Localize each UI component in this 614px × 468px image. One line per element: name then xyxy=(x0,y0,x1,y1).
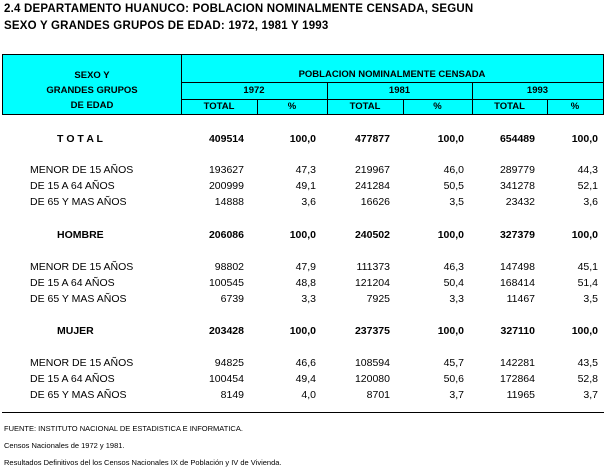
header-percent: % xyxy=(570,101,580,112)
cell-total: 11467 xyxy=(506,293,535,305)
cell-total: 16626 xyxy=(360,196,390,208)
cell-total: 23432 xyxy=(505,196,535,208)
cell-percent: 52,1 xyxy=(577,180,598,192)
cell-total: 200999 xyxy=(208,180,244,192)
header-year-1972: 1972 xyxy=(243,85,265,96)
table-row xyxy=(0,180,614,194)
cell-percent: 50,5 xyxy=(443,180,464,192)
row-label: MUJER xyxy=(57,325,94,337)
cell-percent: 50,6 xyxy=(443,373,464,385)
cell-total: 100454 xyxy=(208,373,244,385)
cell-percent: 46,6 xyxy=(295,357,316,369)
header-year-1981: 1981 xyxy=(388,85,411,96)
cell-percent: 100,0 xyxy=(571,229,598,241)
table-row xyxy=(0,389,614,403)
header-total: TOTAL xyxy=(349,101,381,112)
cell-total: 98802 xyxy=(214,261,244,273)
table-row xyxy=(0,325,614,339)
cell-percent: 100,0 xyxy=(437,229,464,241)
page-title-line-1: 2.4 DEPARTAMENTO HUANUCO: POBLACION NOMINALMENTE CENSADA, SEGUN xyxy=(4,3,474,15)
cell-total: 7925 xyxy=(366,293,390,305)
cell-total: 8701 xyxy=(366,389,390,401)
cell-percent: 46,3 xyxy=(443,261,464,273)
cell-percent: 100,0 xyxy=(289,325,316,337)
header-total: TOTAL xyxy=(494,101,525,112)
row-label: DE 65 Y MAS AÑOS xyxy=(30,389,127,401)
cell-percent: 47,9 xyxy=(295,261,316,273)
cell-total: 108594 xyxy=(354,357,390,369)
row-label: DE 15 A 64 AÑOS xyxy=(30,180,115,192)
row-label: MENOR DE 15 AÑOS xyxy=(30,261,134,273)
table-row xyxy=(0,133,614,147)
header-percent: % xyxy=(287,101,297,112)
cell-total: 168414 xyxy=(499,277,535,289)
header-percent: % xyxy=(433,101,442,112)
header-divider xyxy=(181,99,603,100)
cell-total: 121204 xyxy=(354,277,390,289)
footer-censos: Censos Nacionales de 1972 y 1981. xyxy=(4,441,125,450)
cell-percent: 3,6 xyxy=(583,196,598,208)
cell-percent: 3,3 xyxy=(301,293,316,305)
row-label: MENOR DE 15 AÑOS xyxy=(30,357,134,369)
cell-total: 94825 xyxy=(214,357,244,369)
cell-total: 327379 xyxy=(499,229,535,241)
cell-total: 111373 xyxy=(356,261,390,273)
cell-total: 14888 xyxy=(214,196,244,208)
header-total: TOTAL xyxy=(203,101,235,112)
cell-total: 100545 xyxy=(208,277,244,289)
cell-percent: 52,8 xyxy=(577,373,598,385)
header-sexo: SEXO Y xyxy=(74,70,110,81)
footer-source: FUENTE: INSTITUTO NACIONAL DE ESTADISTICA E INFORMATICA. xyxy=(4,424,243,433)
row-label: MENOR DE 15 AÑOS xyxy=(30,164,134,176)
cell-percent: 3,7 xyxy=(583,389,598,401)
cell-total: 237375 xyxy=(354,325,390,337)
cell-total: 654489 xyxy=(499,133,535,145)
table-row xyxy=(0,196,614,210)
table-row xyxy=(0,164,614,178)
cell-percent: 3,7 xyxy=(449,389,464,401)
cell-percent: 100,0 xyxy=(289,133,316,145)
header-grandes-grupos: GRANDES GRUPOS xyxy=(46,85,138,96)
cell-percent: 47,3 xyxy=(295,164,316,176)
cell-percent: 49,1 xyxy=(295,180,316,192)
cell-percent: 51,4 xyxy=(577,277,598,289)
cell-total: 11965 xyxy=(506,389,535,401)
cell-percent: 3,6 xyxy=(301,196,316,208)
cell-percent: 100,0 xyxy=(289,229,316,241)
row-label: DE 65 Y MAS AÑOS xyxy=(30,196,127,208)
cell-total: 219967 xyxy=(354,164,390,176)
cell-total: 409514 xyxy=(208,133,244,145)
header-divider xyxy=(181,82,603,83)
cell-percent: 43,5 xyxy=(577,357,598,369)
cell-percent: 45,1 xyxy=(577,261,598,273)
row-label: DE 65 Y MAS AÑOS xyxy=(30,293,127,305)
cell-total: 327110 xyxy=(500,325,535,337)
row-label: DE 15 A 64 AÑOS xyxy=(30,277,115,289)
cell-percent: 44,3 xyxy=(577,164,598,176)
table-row xyxy=(0,277,614,291)
page-title-line-2: SEXO Y GRANDES GRUPOS DE EDAD: 1972, 1981 Y 1993 xyxy=(4,20,329,32)
header-year-1993: 1993 xyxy=(526,85,549,96)
footer-divider xyxy=(2,412,604,413)
row-label: DE 15 A 64 AÑOS xyxy=(30,373,115,385)
cell-total: 206086 xyxy=(208,229,244,241)
cell-percent: 49,4 xyxy=(295,373,316,385)
cell-total: 203428 xyxy=(208,325,244,337)
table-row xyxy=(0,293,614,307)
table-row xyxy=(0,229,614,243)
cell-total: 341278 xyxy=(499,180,535,192)
cell-percent: 48,8 xyxy=(295,277,316,289)
cell-percent: 3,3 xyxy=(449,293,464,305)
cell-percent: 100,0 xyxy=(437,133,464,145)
header-edad: DE EDAD xyxy=(70,100,114,111)
header-group-title: POBLACION NOMINALMENTE CENSADA xyxy=(298,69,486,80)
cell-percent: 46,0 xyxy=(443,164,464,176)
cell-total: 8149 xyxy=(220,389,244,401)
table-row xyxy=(0,357,614,371)
cell-percent: 4,0 xyxy=(301,389,316,401)
cell-percent: 3,5 xyxy=(449,196,464,208)
cell-percent: 45,7 xyxy=(443,357,464,369)
footer-resultados: Resultados Definitivos del los Censos Nacionales IX de Población y IV de Vivienda. xyxy=(4,458,282,467)
table-row xyxy=(0,373,614,387)
cell-percent: 100,0 xyxy=(571,133,598,145)
cell-total: 241284 xyxy=(354,180,390,192)
table-row xyxy=(0,261,614,275)
row-label: HOMBRE xyxy=(57,229,104,241)
cell-total: 240502 xyxy=(354,229,390,241)
cell-percent: 50,4 xyxy=(443,277,464,289)
table-header xyxy=(2,54,604,115)
cell-total: 142281 xyxy=(499,357,535,369)
cell-total: 477877 xyxy=(354,133,390,145)
cell-total: 289779 xyxy=(499,164,535,176)
cell-percent: 3,5 xyxy=(583,293,598,305)
cell-percent: 100,0 xyxy=(571,325,598,337)
cell-total: 147498 xyxy=(499,261,535,273)
cell-total: 120080 xyxy=(354,373,390,385)
cell-total: 172864 xyxy=(499,373,535,385)
row-label: T O T A L xyxy=(57,133,103,145)
cell-percent: 100,0 xyxy=(437,325,464,337)
cell-total: 193627 xyxy=(208,164,244,176)
cell-total: 6739 xyxy=(220,293,244,305)
